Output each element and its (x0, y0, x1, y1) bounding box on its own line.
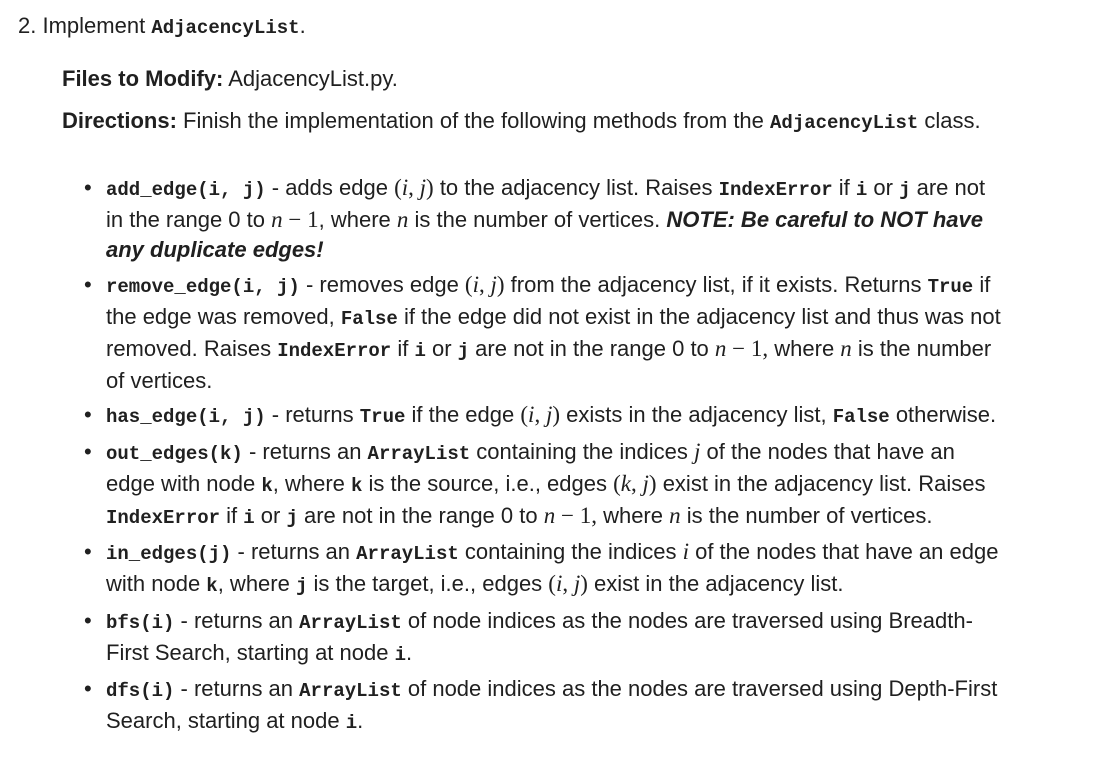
list-item-out-edges (84, 437, 1004, 533)
method-signature: out_edges(k) (106, 442, 243, 465)
text-span: is the source, i.e., edges (362, 470, 614, 496)
text-span: of node indices as the nodes are traversed using Depth-First Search, starting at node (106, 676, 998, 733)
math-var: n (396, 207, 409, 232)
code-span: k (206, 575, 218, 597)
list-item-has-edge (84, 400, 1004, 432)
list-item-remove-edge (84, 270, 1004, 396)
math-span: , (478, 271, 491, 297)
code-span: j (295, 575, 308, 597)
text-span: containing the indices (458, 539, 683, 564)
math-span: − 1, (555, 502, 597, 528)
text-span: if (832, 175, 856, 200)
text-span: - returns an (242, 438, 368, 464)
math-var: i (555, 571, 563, 596)
text-span: if the edge was removed, (106, 271, 991, 329)
text-span: is the number of vertices. (680, 502, 933, 528)
math-var: j (642, 470, 649, 496)
text-span: or (867, 175, 900, 200)
text-span: , where (318, 207, 397, 232)
files-label: Files to Modify: (62, 66, 224, 91)
text-span: - returns an (174, 607, 300, 633)
math-var: j (419, 175, 427, 200)
method-signature: dfs(i) (106, 680, 175, 702)
item-heading (18, 12, 306, 42)
text-span: - returns (265, 402, 360, 427)
list-item-add-edge (84, 173, 1004, 265)
text-span: containing the indices (470, 438, 694, 464)
code-span: i (414, 339, 426, 362)
directions-label: Directions: (62, 108, 177, 133)
math-var: j (490, 271, 497, 297)
math-var: i (401, 175, 409, 200)
code-span: j (457, 339, 470, 362)
math-span: ( (613, 470, 621, 496)
code-span: i (243, 506, 255, 529)
math-var: n (840, 335, 852, 361)
math-span: ( (394, 175, 402, 200)
files-to-modify (62, 64, 1002, 94)
text-span: are not in the range 0 to (297, 502, 544, 528)
math-span: ) (426, 175, 434, 200)
bullet-dot: • (84, 539, 92, 564)
text-span: if the edge did not exist in the adjacency list and thus was not removed. Raises (106, 303, 1001, 361)
bullet-dot: • (84, 175, 92, 200)
bullet-dot: • (84, 607, 92, 633)
text-span: is the number of vertices. (408, 207, 667, 232)
math-span: , (534, 402, 546, 427)
text-span: exists in the adjacency list, (560, 402, 833, 427)
item-code: AdjacencyList (151, 17, 300, 39)
text-span: if (220, 502, 244, 528)
method-signature: bfs(i) (106, 611, 175, 634)
item-period: . (299, 13, 306, 38)
code-span: IndexError (718, 179, 833, 201)
code-span: ArrayList (299, 680, 402, 702)
bullet-dot: • (84, 676, 92, 701)
text-span: exist in the adjacency list. (587, 571, 844, 596)
text-span: - removes edge (299, 271, 465, 297)
math-var: i (682, 539, 689, 564)
math-var: j (545, 402, 553, 427)
math-span: , (408, 175, 420, 200)
math-var: j (694, 438, 701, 464)
math-span: ( (520, 402, 529, 427)
math-span: ( (548, 571, 556, 596)
text-span: . (405, 639, 413, 665)
files-value: AdjacencyList.py. (228, 66, 398, 91)
code-span: j (286, 506, 298, 529)
math-span: , (631, 470, 643, 496)
text-span: are not in the range 0 to (106, 175, 986, 232)
code-span: True (359, 406, 406, 428)
text-span: , where (217, 571, 296, 596)
math-var: n (714, 335, 727, 361)
text-span: of the nodes that have an edge with node (106, 438, 955, 496)
text-span: of node indices as the nodes are traversed using Breadth-First Search, starting at node (106, 607, 973, 665)
math-var: k (620, 470, 632, 496)
math-span: ) (648, 470, 657, 496)
math-span: ) (552, 402, 560, 427)
text-span: or (425, 335, 458, 361)
directions-code: AdjacencyList (770, 112, 919, 134)
code-span: ArrayList (299, 611, 402, 634)
code-span: IndexError (277, 339, 392, 362)
directions-text: Finish the implementation of the following methods from the (183, 108, 764, 133)
math-span: ) (580, 571, 588, 596)
text-span: where (596, 502, 670, 528)
text-span: if the edge (405, 402, 521, 427)
math-var: j (573, 571, 581, 596)
code-span: i (345, 712, 358, 734)
code-span: j (899, 179, 911, 201)
math-var: n (543, 502, 556, 528)
math-var: n (271, 207, 283, 232)
text-span: are not in the range 0 to (469, 335, 715, 361)
list-item-bfs (84, 606, 1004, 670)
math-var: i (472, 271, 479, 297)
method-signature: add_edge(i, j) (106, 179, 266, 201)
method-list (84, 173, 1004, 743)
text-span: exist in the adjacency list. Raises (656, 470, 986, 496)
method-signature: in_edges(j) (106, 543, 232, 565)
bullet-dot: • (84, 271, 92, 297)
directions-paragraph (62, 106, 1002, 138)
math-var: n (669, 502, 681, 528)
text-span: if (391, 335, 415, 361)
code-span: True (927, 275, 974, 298)
math-span: ( (464, 271, 473, 297)
method-signature: remove_edge(i, j) (106, 275, 300, 298)
item-text: Implement (42, 13, 146, 38)
text-span: - adds edge (265, 175, 395, 200)
text-span: from the adjacency list, if it exists. Returns (504, 271, 928, 297)
bullet-dot: • (84, 402, 92, 427)
directions-tail: class. (924, 108, 981, 133)
text-span: is the target, i.e., edges (307, 571, 549, 596)
math-span: ) (496, 271, 505, 297)
bullet-dot: • (84, 438, 92, 464)
code-span: ArrayList (356, 543, 459, 565)
text-span: of the nodes that have an edge with node (106, 539, 999, 596)
note-text: NOTE: Be careful to NOT have any duplicate edges! (106, 207, 983, 262)
item-number: 2. (18, 13, 37, 38)
list-item-dfs (84, 674, 1004, 738)
text-span: to the adjacency list. Raises (433, 175, 719, 200)
text-span: is the number of vertices. (106, 335, 992, 393)
code-span: k (351, 474, 363, 497)
math-var: i (528, 402, 535, 427)
method-signature: has_edge(i, j) (106, 406, 266, 428)
text-span: . (357, 708, 364, 733)
text-span: , where (272, 470, 352, 496)
code-span: False (340, 307, 398, 330)
code-span: IndexError (106, 506, 221, 529)
code-span: False (832, 406, 890, 428)
math-span: − 1 (282, 207, 319, 232)
code-span: i (394, 643, 406, 666)
code-span: k (261, 474, 273, 497)
code-span: i (855, 179, 868, 201)
text-span: or (254, 502, 287, 528)
text-span: where (768, 335, 841, 361)
text-span: otherwise. (889, 402, 997, 427)
text-span: - returns an (231, 539, 357, 564)
text-span: - returns an (174, 676, 300, 701)
math-span: , (562, 571, 574, 596)
code-span: ArrayList (367, 442, 471, 465)
list-item-in-edges (84, 537, 1004, 601)
math-span: − 1, (726, 335, 769, 361)
